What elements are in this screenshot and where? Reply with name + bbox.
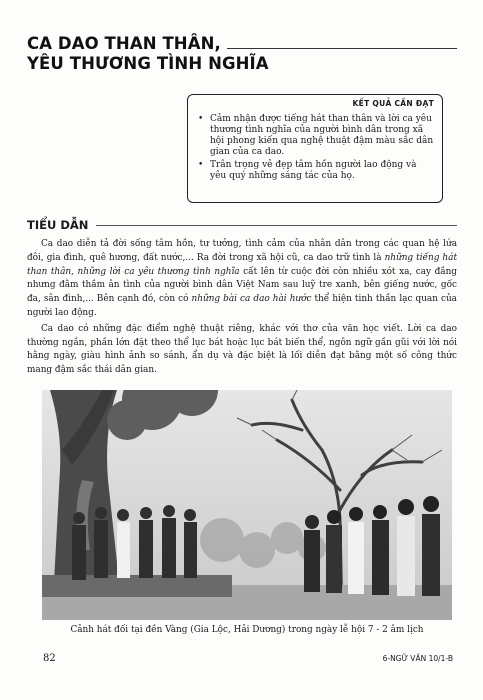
p1-text-c: cất lên từ cuộc đời còn nhiều xót xa, cay đắng nhưng đằm thắm ân tình của người bình dân Việt Nam sau luỹ tre xanh, bên giếng nước, gốc đa, sân đình,... Bên cạnh đó, còn có (27, 266, 457, 305)
bullet-icon: • (198, 160, 204, 170)
title-rule (227, 48, 457, 49)
page-number: 82 (43, 653, 56, 664)
learning-goals-box (187, 94, 443, 203)
p1-italic-b: những tiếng hát than thân, những lời ca yêu thương tình nghĩa (27, 252, 458, 277)
p1-text-a: Ca dao diễn tả đời sống tâm hồn, tư tưởng, tình cảm của nhân dân trong các quan hệ lứa đôi, gia đình, quê hương, đất nước,... Ra đời trong xã hội cũ, ca dao trữ tình là (27, 239, 457, 263)
bullet-icon: • (198, 114, 204, 124)
section-rule (96, 225, 457, 226)
section-heading-text: TIỂU DẪN (27, 218, 89, 232)
paragraph-1 (27, 238, 457, 321)
photo-caption: Cảnh hát đối tại đền Vàng (Gia Lộc, Hải Dương) trong ngày lễ hội 7 - 2 âm lịch (70, 625, 424, 635)
intro-text (27, 238, 457, 380)
festival-photo (42, 390, 452, 620)
title-line-2: YÊU THƯƠNG TÌNH NGHĨA (27, 54, 269, 73)
goal-text: Trân trọng vẻ đẹp tâm hồn người lao động và yêu quý những sáng tác của họ. (210, 160, 417, 181)
paragraph-2: Ca dao có những đặc điểm nghệ thuật riêng, khác với thơ của văn học viết. Lời ca dao thường ngắn, phần lớn đặt theo thể lục bát hoặc lục bát biến thể, ngôn ngữ gần gũi với lời nói hằng ngày, giàu hình ảnh so sánh, ẩn dụ và đặc biệt là lối diễn đạt bằng một số công thức mang đậm sắc thái dân gian. (27, 323, 457, 376)
p1-text-e: thể hiện tinh thần lạc quan của người lao động. (27, 294, 457, 318)
goal-item (198, 114, 434, 158)
p1-italic-d: những bài ca dao hài hước (191, 294, 312, 305)
section-heading (27, 218, 457, 232)
book-code: 6-NGỮ VĂN 10/1-B (382, 654, 453, 663)
goals-heading: KẾT QUẢ CẦN ĐẠT (352, 99, 434, 108)
goal-text: Cảm nhận được tiếng hát than thân và lời ca yêu thương tình nghĩa của người bình dân trong xã hội phong kiến qua nghệ thuật đậm màu sắc dân gian của ca dao. (210, 114, 434, 157)
lesson-title (27, 34, 457, 74)
goal-item (198, 160, 434, 182)
title-line-1: CA DAO THAN THÂN, (27, 34, 221, 53)
